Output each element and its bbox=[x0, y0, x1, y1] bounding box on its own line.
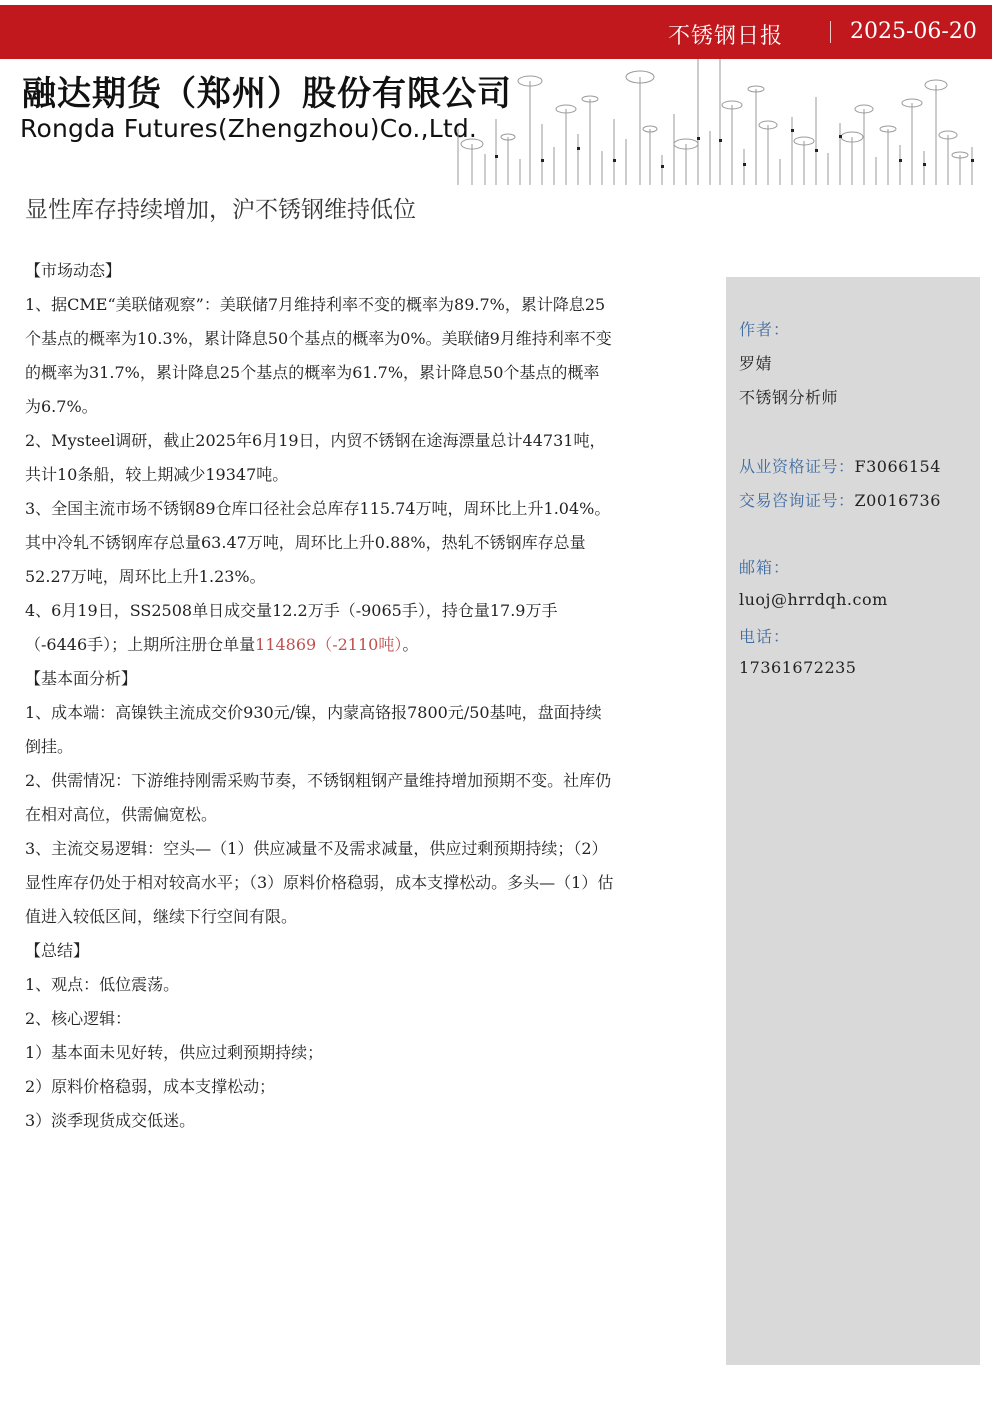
certificate-label: 从业资格证号： bbox=[739, 457, 855, 476]
market-item-text: 4、6月19日，SS2508单日成交量12.2万手（-9065手），持仓量17.9万手（-6446手）；上期所注册仓单量 bbox=[25, 601, 558, 654]
author-label: 作者： bbox=[739, 320, 791, 339]
report-date: 2025-06-20 bbox=[850, 19, 977, 44]
consulting-row bbox=[739, 488, 941, 511]
market-item bbox=[25, 594, 615, 662]
consulting-label: 交易咨询证号： bbox=[739, 491, 855, 510]
fundamental-item: 2、供需情况：下游维持刚需采购节奏，不锈钢粗钢产量维持增加预期不变。社库仍在相对高位，供需偏宽松。 bbox=[25, 771, 612, 824]
market-item: 2、Mysteel调研，截止2025年6月19日，内贸不锈钢在途海漂量总计44731吨，共计10条船，较上期减少19347吨。 bbox=[25, 431, 606, 484]
header-divider bbox=[830, 21, 831, 43]
company-name-cn: 融达期货（郑州）股份有限公司 bbox=[22, 74, 512, 114]
author-sidebar bbox=[726, 277, 980, 1365]
email-label: 邮箱： bbox=[739, 558, 791, 577]
summary-item: 1）基本面未见好转，供应过剩预期持续； bbox=[25, 1043, 324, 1062]
company-name-en: Rongda Futures(Zhengzhou)Co.,Ltd. bbox=[20, 114, 478, 143]
fundamental-item: 3、主流交易逻辑：空头—（1）供应减量不及需求减量，供应过剩预期持续；（2）显性库存仍处于相对较高水平；（3）原料价格稳弱，成本支撑松动。多头—（1）估值进入较低区间，继续下行空间有限。 bbox=[25, 839, 614, 926]
report-body bbox=[25, 254, 615, 1138]
report-headline: 显性库存持续增加，沪不锈钢维持低位 bbox=[25, 197, 416, 223]
header-bar bbox=[0, 5, 992, 59]
email-value[interactable]: luoj@hrrdqh.com bbox=[739, 590, 888, 609]
section-title-fundamental: 【基本面分析】 bbox=[25, 669, 138, 688]
market-item-end: 。 bbox=[402, 635, 419, 654]
summary-item: 2）原料价格稳弱，成本支撑松动； bbox=[25, 1077, 276, 1096]
market-item: 3、全国主流市场不锈钢89仓库口径社会总库存115.74万吨，周环比上升1.04%。其中冷轧不锈钢库存总量63.47万吨，周环比上升0.88%，热轧不锈钢库存总量52.27万吨，周环比上升1.23%。 bbox=[25, 499, 611, 586]
certificate-value: F3066154 bbox=[854, 457, 941, 476]
consulting-value: Z0016736 bbox=[854, 491, 941, 510]
market-item: 1、据CME“美联储观察”：美联储7月维持利率不变的概率为89.7%，累计降息25个基点的概率为10.3%，累计降息50个基点的概率为0%。美联储9月维持利率不变的概率为31.7%，累计降息25个基点的概率为61.7%，累计降息50个基点的概率为6.7%。 bbox=[25, 295, 612, 416]
section-title-summary: 【总结】 bbox=[25, 941, 90, 960]
phone-value: 17361672235 bbox=[739, 658, 857, 677]
author-name: 罗婧 bbox=[739, 354, 773, 373]
summary-item: 2、核心逻辑： bbox=[25, 1009, 132, 1028]
decorative-lights-graphic bbox=[450, 59, 980, 185]
fundamental-item: 1、成本端：高镍铁主流成交价930元/镍，内蒙高铬报7800元/50基吨，盘面持续倒挂。 bbox=[25, 703, 602, 756]
phone-label: 电话： bbox=[739, 627, 791, 646]
summary-item: 3）淡季现货成交低迷。 bbox=[25, 1111, 196, 1130]
warehouse-receipt-highlight: 114869（-2110吨） bbox=[255, 635, 403, 654]
summary-item: 1、观点：低位震荡。 bbox=[25, 975, 180, 994]
author-title: 不锈钢分析师 bbox=[739, 388, 839, 407]
report-name: 不锈钢日报 bbox=[668, 24, 784, 49]
section-title-market: 【市场动态】 bbox=[25, 261, 122, 280]
certificate-row bbox=[739, 454, 941, 477]
